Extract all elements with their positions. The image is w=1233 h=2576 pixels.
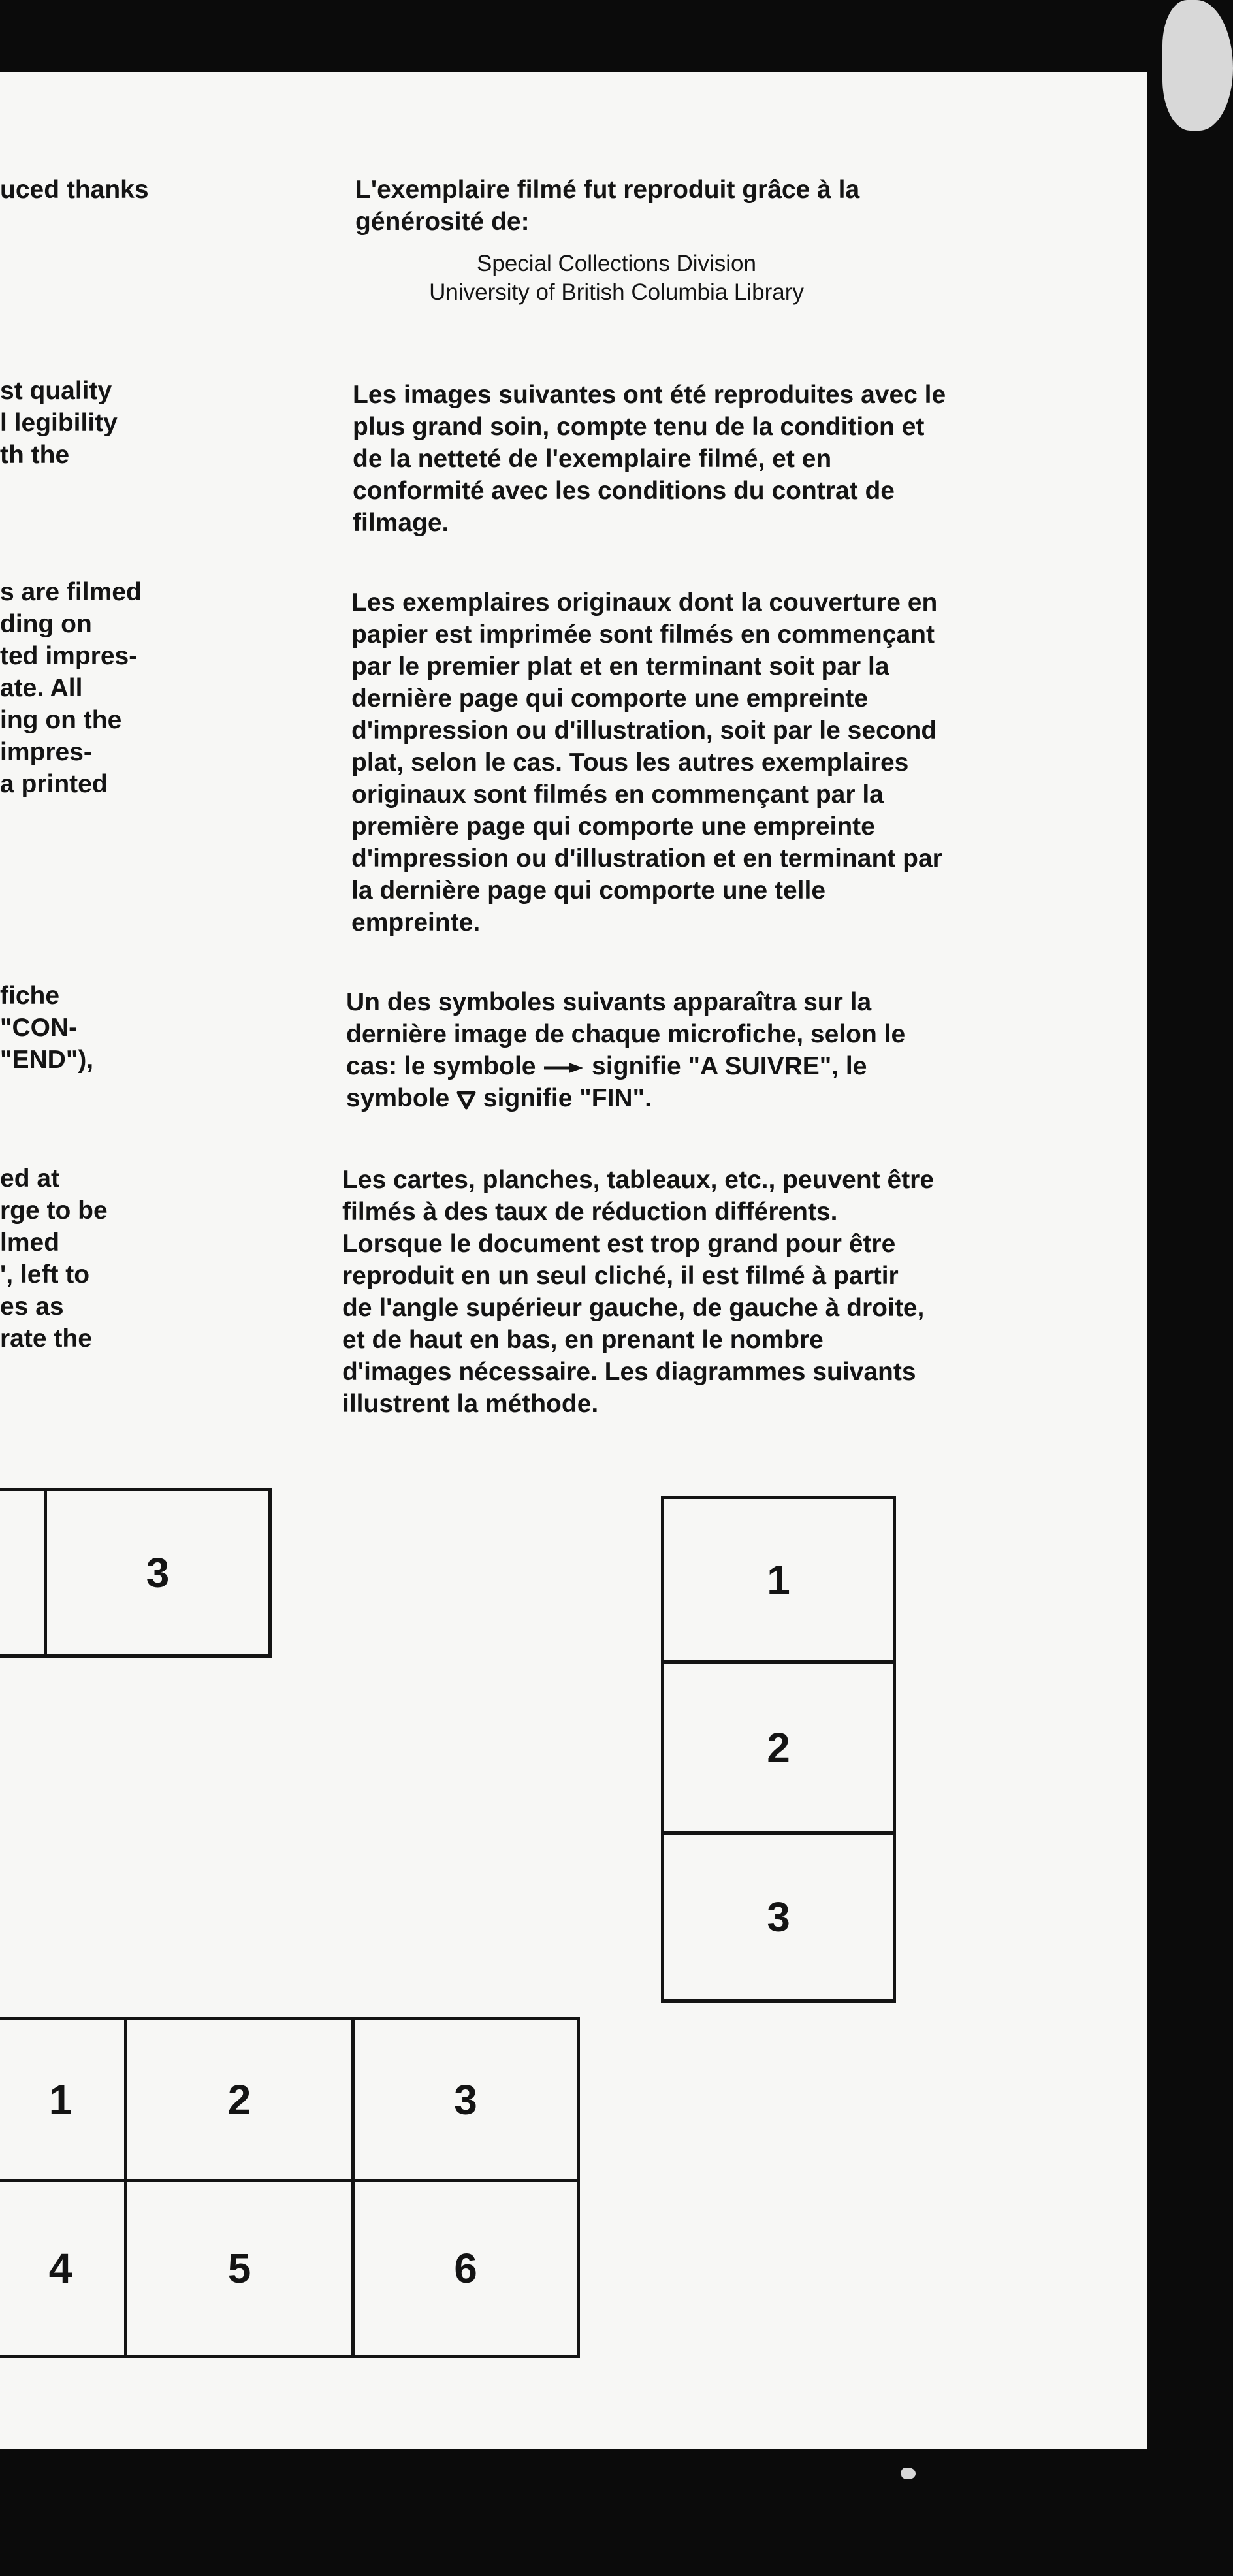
strip-cell: 3 [146,1549,170,1596]
left-intro-line: uced thanks [0,176,149,204]
film-speck [901,2468,916,2479]
text-line: filmage. [353,509,449,537]
text-line: dernière image de chaque microfiche, selon le [346,1020,906,1048]
horizontal-strip-diagram [0,1488,272,1658]
text-line: plus grand soin, compte tenu de la condition et [353,413,925,441]
text-line: Les exemplaires originaux dont la couverture en [351,588,938,617]
grid-diagram [0,2017,580,2358]
text-line: filmés à des taux de réduction différents. [342,1198,838,1226]
text-line: illustrent la méthode. [342,1390,599,1418]
library-line-division: Special Collections Division [477,251,756,276]
text-line: "END"), [0,1046,94,1074]
grid-cell: 6 [454,2245,477,2292]
text-line: de l'angle supérieur gauche, de gauche à droite, [342,1294,925,1322]
right-arrow-icon [543,1061,584,1075]
grid-cell: 2 [127,2020,355,2182]
text-line: papier est imprimée sont filmés en commençant [351,620,935,649]
text-line: première page qui comporte une empreinte [351,813,875,841]
text-line: Lorsque le document est trop grand pour être [342,1230,896,1258]
text-line: ing on the [0,706,122,734]
text-line: originaux sont filmés en commençant par la [351,781,884,809]
text-line: "CON- [0,1014,78,1042]
text-line: lmed [0,1229,60,1257]
text-line: Un des symboles suivants apparaîtra sur la [346,988,872,1016]
text-fragment: symbole [346,1084,450,1112]
text-line: rate the [0,1325,92,1353]
text-line: L'exemplaire filmé fut reproduit grâce à la [355,176,860,204]
text-line: par le premier plat et en terminant soit par la [351,652,889,681]
text-line: ed at [0,1165,60,1193]
grid-cell: 4 [0,2182,127,2355]
text-line-symbol-triangle [346,1082,652,1114]
text-line: ate. All [0,674,83,702]
text-line: de la netteté de l'exemplaire filmé, et en [353,445,832,473]
text-line: la dernière page qui comporte une telle [351,877,826,905]
vertical-strip-diagram [661,1496,896,2003]
text-line: dernière page qui comporte une empreinte [351,684,869,713]
text-line: Les cartes, planches, tableaux, etc., peuvent être [342,1166,935,1194]
text-fragment: signifie "A SUIVRE", le [592,1052,867,1080]
text-line: impres- [0,738,92,766]
grid-cell: 3 [355,2020,577,2182]
grid-cell: 5 [127,2182,355,2355]
film-speck [1162,0,1233,131]
text-line: s are filmed [0,578,142,606]
text-line: reproduit en un seul cliché, il est filmé à partir [342,1262,899,1290]
text-line: fiche [0,982,60,1010]
text-line: ', left to [0,1261,90,1289]
down-triangle-icon [456,1090,476,1110]
text-line: d'impression ou d'illustration, soit par le second [351,716,937,745]
text-fragment: cas: le symbole [346,1052,536,1080]
text-line: l legibility [0,409,118,437]
text-line: ted impres- [0,642,138,670]
text-line: d'impression ou d'illustration et en terminant par [351,845,942,873]
text-line: st quality [0,377,112,405]
text-line: empreinte. [351,909,481,937]
text-line: Les images suivantes ont été reproduites avec le [353,381,946,409]
library-line-university: University of British Columbia Library [429,280,804,305]
text-line: th the [0,441,70,469]
text-line: conformité avec les conditions du contrat de [353,477,895,505]
text-line: rge to be [0,1197,108,1225]
vertical-cell: 1 [664,1499,893,1664]
text-line: et de haut en bas, en prenant le nombre [342,1326,824,1354]
text-line: d'images nécessaire. Les diagrammes suivants [342,1358,916,1386]
text-fragment: signifie "FIN". [483,1084,652,1112]
vertical-cell: 2 [664,1664,893,1835]
text-line: a printed [0,770,108,798]
text-line: ding on [0,610,92,638]
text-line: es as [0,1293,64,1321]
grid-cell: 1 [0,2020,127,2182]
vertical-cell: 3 [767,1893,790,1940]
text-line: générosité de: [355,208,530,236]
text-line-symbol-arrow [346,1050,867,1082]
text-line: plat, selon le cas. Tous les autres exemplaires [351,749,909,777]
